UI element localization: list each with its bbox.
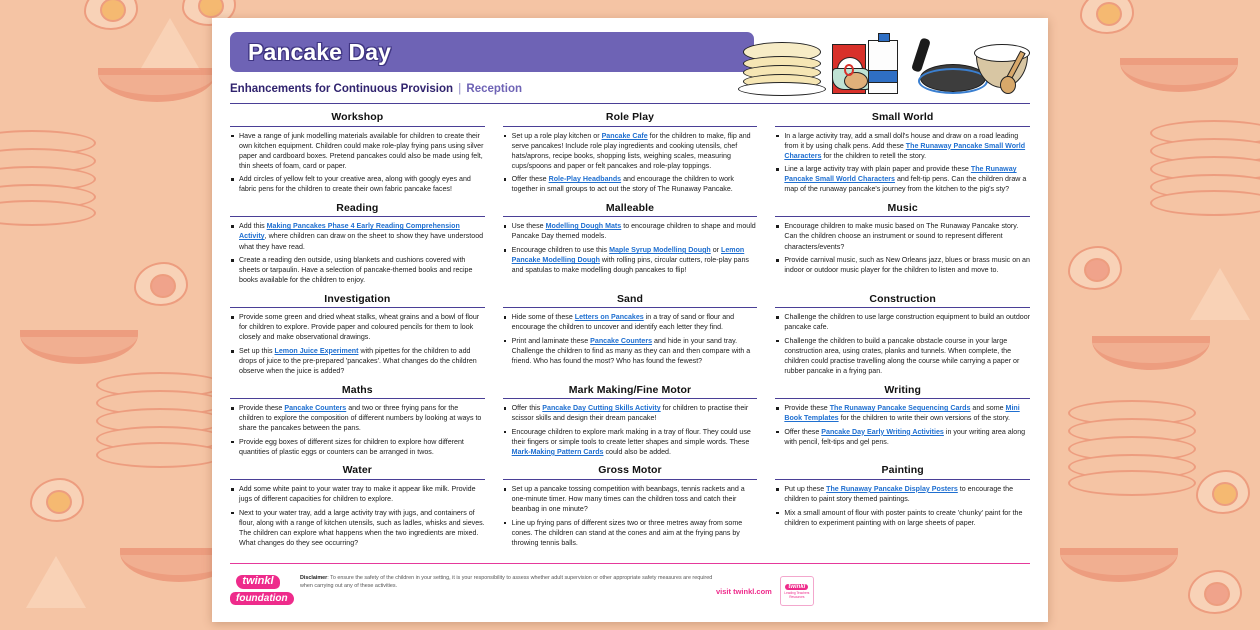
point-text: with rolling pins, circular cutters, role-play pans and spatulas to make modelling dough pancakes to flip! — [511, 256, 749, 275]
section-points — [503, 131, 758, 195]
point-text: Encourage children to make music based on The Runaway Pancake story. Can the children choose an instrument or sound to represent different characters/events? — [784, 222, 1019, 251]
section-points — [230, 484, 485, 548]
section-title: Gross Motor — [598, 464, 662, 477]
section-divider — [775, 307, 1030, 308]
section-title: Writing — [884, 383, 921, 396]
resource-link[interactable]: Modelling Dough Mats — [545, 222, 622, 231]
section-points — [230, 312, 485, 376]
resource-link[interactable]: Pancake Day Cutting Skills Activity — [542, 404, 661, 413]
bg-pancake-stack-icon — [0, 130, 96, 226]
list-item — [775, 312, 1030, 332]
activity-section — [775, 461, 1030, 552]
activity-section — [230, 461, 485, 552]
section-divider — [503, 398, 758, 399]
resource-link[interactable]: Role-Play Headbands — [548, 175, 622, 184]
list-item — [503, 336, 758, 366]
milk-carton-icon — [864, 32, 906, 96]
resource-link[interactable]: Mini Book Templates — [784, 404, 1020, 423]
bg-egg-icon — [1068, 246, 1122, 290]
section-title: Role Play — [605, 111, 655, 123]
list-item — [775, 336, 1030, 376]
section-points — [503, 312, 758, 366]
section-points — [230, 221, 485, 285]
list-item — [230, 221, 485, 251]
activity-grid — [230, 104, 1030, 559]
header-divider — [230, 103, 1030, 104]
section-divider — [503, 216, 758, 217]
point-text: Set up a pancake tossing competition with beanbags, tennis rackets and a one-minute timer. How many times can the children toss and catch their beanbag in one minute? — [511, 484, 745, 514]
section-title: Mark Making/Fine Motor — [568, 383, 692, 396]
title-banner — [230, 32, 754, 72]
resource-link[interactable]: The Runaway Pancake Display Posters — [826, 484, 958, 493]
activity-section — [230, 381, 485, 462]
point-text: for children to practise their scissor skills and design their dream pancake! — [511, 404, 749, 423]
section-points — [230, 131, 485, 195]
point-text: Mix a small amount of flour with poster paints to create 'chunky' paint for the children to experiment painting with on large sheets of paper. — [784, 508, 1023, 527]
point-text: In a large activity tray, add a small doll's house and draw on a road leading from it by using chalk pens. Add these — [784, 131, 1019, 150]
list-item — [230, 484, 485, 504]
section-points — [503, 403, 758, 457]
section-divider — [230, 307, 485, 308]
point-text: Challenge the children to use large construction equipment to build an outdoor pancake cafe. — [784, 313, 1031, 332]
section-title: Investigation — [324, 292, 391, 305]
resource-link[interactable]: The Runaway Pancake Small World Characters — [784, 141, 1026, 160]
point-text: Add circles of yellow felt to your creative area, along with googly eyes and fabric pens for the children to create their own fabric pancake faces! — [239, 175, 471, 194]
wooden-spoon-icon — [998, 50, 1032, 94]
badge-subtitle: Leading Teachers Resources — [784, 590, 810, 599]
point-text: , where children can draw on the sheet to show they have understood what they have read. — [239, 232, 484, 251]
section-divider — [775, 398, 1030, 399]
section-divider — [775, 479, 1030, 480]
bg-bacon-icon — [1120, 58, 1238, 92]
section-divider — [230, 216, 485, 217]
list-item — [503, 427, 758, 457]
bg-egg-icon — [30, 478, 84, 522]
resource-link[interactable]: Making Pancakes Phase 4 Early Reading Comprehension Activity — [239, 222, 460, 241]
section-divider — [230, 126, 485, 127]
resource-link[interactable]: The Runaway Pancake Small World Characters — [784, 165, 1017, 184]
section-title: Water — [342, 464, 372, 477]
list-item — [503, 484, 758, 514]
footer-right-group — [716, 572, 814, 606]
section-title: Sand — [616, 292, 644, 305]
disclaimer-label: Disclaimer — [300, 575, 328, 581]
list-item — [775, 164, 1030, 194]
list-item — [503, 174, 758, 194]
point-text: in your writing area along with pencil, felt-tips and gel pens. — [784, 427, 1026, 446]
list-item — [503, 403, 758, 423]
point-text: to encourage the children to paint story themed paintings. — [784, 484, 1014, 503]
resource-link[interactable]: Pancake Counters — [590, 336, 653, 345]
section-divider — [230, 398, 485, 399]
section-title: Reading — [336, 201, 379, 214]
section-title: Maths — [341, 383, 373, 396]
disclaimer-text — [286, 572, 716, 591]
activity-section — [775, 108, 1030, 199]
header-illustration — [736, 28, 1028, 102]
point-text: Provide carnival music, such as New Orleans jazz, blues or brass music on an indoor or outdoor music player for the children to listen and move to. — [784, 256, 1030, 275]
resource-link[interactable]: The Runaway Pancake Sequencing Cards — [829, 404, 971, 413]
list-item — [230, 508, 485, 548]
list-item — [230, 255, 485, 285]
list-item — [775, 484, 1030, 504]
bg-triangle-icon — [26, 556, 86, 608]
section-points — [775, 131, 1030, 195]
document-footer — [230, 564, 1030, 622]
point-text: Provide these — [784, 404, 830, 413]
point-text: and felt-tip pens. Can the children draw a map of the runaway pancake's journey from the kitchen to the pig's sty? — [784, 175, 1027, 194]
resource-link[interactable]: Pancake Cafe — [601, 131, 648, 140]
point-text: Add some white paint to your water tray to make it appear like milk. Provide jugs of different capacities for children to explore. — [239, 484, 476, 503]
bg-bacon-icon — [1092, 336, 1210, 370]
point-text: Next to your water tray, add a large activity tray with jugs, and containers of flour, along with a range of kitchen utensils, such as ladles, whisks and sieves. The children can explore what happens when the two ingredients are mixed. What changes do they see occurring? — [239, 508, 485, 547]
subtitle-separator: | — [458, 83, 462, 95]
list-item — [230, 437, 485, 457]
point-text: Print and laminate these — [511, 336, 591, 345]
resource-link[interactable]: Lemon Juice Experiment — [274, 346, 359, 355]
resource-link[interactable]: Lemon Pancake Modelling Dough — [511, 246, 745, 265]
point-text: Provide these — [239, 404, 285, 413]
subtitle-main: Enhancements for Continuous Provision — [230, 83, 453, 95]
section-points — [775, 484, 1030, 528]
section-divider — [503, 126, 758, 127]
bg-pancake-stack-icon — [1068, 400, 1196, 496]
resource-link[interactable]: Pancake Counters — [284, 404, 347, 413]
bg-egg-icon — [1196, 470, 1250, 514]
bg-egg-icon — [1188, 570, 1242, 614]
point-text: to encourage children to shape and mould Pancake Day themed models. — [511, 222, 756, 241]
point-text: or — [710, 246, 721, 254]
document-header — [230, 32, 1030, 104]
activity-section — [230, 199, 485, 290]
list-item — [230, 131, 485, 171]
pancake-stack-icon — [738, 34, 826, 96]
subtitle-phase: Reception — [466, 83, 522, 95]
section-divider — [503, 307, 758, 308]
point-text: Have a range of junk modelling materials available for children to create their own kitchen equipment. Children could make role-play frying pans using silver paper and cardboard boxes. Pretend pancakes could also be made using felt, thin sheets of foam, card or paper. — [239, 131, 484, 170]
list-item — [230, 403, 485, 433]
point-text: Create a reading den outside, using blankets and cushions covered with sheets or tarpaulin. Have a selection of pancake-themed books and recipe books available for the children to enjoy. — [239, 256, 473, 285]
twinkl-foundation-logo — [230, 572, 286, 605]
point-text: Line up frying pans of different sizes two or three metres away from some cones. The children can stand at the cones and aim at the frying pans by throwing tennis balls. — [511, 518, 743, 547]
logo-text-twinkl: twinkl — [236, 575, 279, 589]
list-item — [503, 131, 758, 171]
section-points — [503, 221, 758, 275]
twinkl-badge — [780, 576, 814, 606]
bg-bacon-icon — [20, 330, 138, 364]
bg-bacon-icon — [98, 68, 216, 102]
list-item — [775, 221, 1030, 251]
logo-text-foundation: foundation — [230, 592, 294, 605]
point-text: for the children to retell the story. — [821, 151, 927, 160]
bg-egg-icon — [134, 262, 188, 306]
disclaimer-body: : To ensure the safety of the children in your setting, it is your responsibility to assess whether adult supervision or other appropriate safety measures are required when carrying out any of these activities. — [300, 575, 713, 590]
bg-egg-icon — [84, 0, 138, 30]
section-points — [775, 312, 1030, 376]
list-item — [775, 427, 1030, 447]
point-text: Provide some green and dried wheat stalks, wheat grains and a bowl of flour for children to explore. Provide paper and coloured pencils for them to look closely and make observational drawings. — [239, 313, 480, 342]
list-item — [230, 312, 485, 342]
activity-section — [503, 108, 758, 199]
point-text: Encourage children to explore mark making in a tray of flour. They could use their fingers or simple tools to create letter shapes and simple words. These — [511, 427, 751, 446]
section-divider — [775, 126, 1030, 127]
point-text: Hide some of these — [511, 313, 575, 322]
point-text: Challenge the children to build a pancake obstacle course in your large construction area, using crates, planks and tunnels. When complete, the children could practise travelling along the course while carrying a paper or rubber pancake in a frying pan. — [784, 336, 1020, 376]
activity-section — [775, 290, 1030, 381]
activity-section — [503, 290, 758, 381]
section-title: Malleable — [605, 201, 655, 214]
section-title: Construction — [869, 292, 936, 305]
list-item — [503, 245, 758, 275]
list-item — [503, 221, 758, 241]
section-divider — [775, 216, 1030, 217]
bg-triangle-icon — [1190, 268, 1250, 320]
point-text: and two or three frying pans for the children to explore the composition of different numbers by looking at ways to share the pancakes between the pans. — [239, 404, 482, 433]
section-points — [775, 221, 1030, 275]
section-divider — [503, 479, 758, 480]
resource-link[interactable]: Letters on Pancakes — [574, 313, 644, 322]
list-item — [775, 255, 1030, 275]
bg-pancake-stack-icon — [1150, 120, 1260, 216]
visit-twinkl-link[interactable]: visit twinkl.com — [716, 586, 772, 596]
list-item — [503, 518, 758, 548]
activity-section — [503, 199, 758, 290]
bg-pancake-stack-icon — [96, 372, 224, 468]
bg-triangle-icon — [140, 18, 200, 70]
section-points — [230, 403, 485, 457]
list-item — [775, 131, 1030, 161]
point-text: Offer these — [784, 427, 822, 436]
activity-section — [775, 199, 1030, 290]
resource-link[interactable]: Pancake Day Early Writing Activities — [821, 427, 944, 436]
list-item — [230, 346, 485, 376]
list-item — [775, 508, 1030, 528]
point-text: for the children to make, flip and serve pancakes! Include role play ingredients and cooking utensils, chef hats/aprons, recipe books, shopping lists, weighing scales, measuring cups/spoons and paper or felt pancakes and role-play toppings. — [511, 131, 751, 170]
page-title: Pancake Day — [248, 38, 392, 65]
point-text: and some — [970, 404, 1006, 413]
activity-section — [230, 108, 485, 199]
point-text: for the children to write their own versions of the story. — [838, 414, 1010, 423]
document-sheet — [212, 18, 1048, 622]
activity-section — [230, 290, 485, 381]
bg-egg-icon — [1080, 0, 1134, 34]
section-title: Workshop — [331, 111, 384, 123]
list-item — [503, 312, 758, 332]
point-text: Set up this — [239, 346, 275, 355]
point-text: Offer these — [511, 175, 549, 184]
section-title: Small World — [871, 111, 934, 123]
point-text: in a tray of sand or flour and encourage the children to uncover and identify each letter they find. — [511, 313, 735, 332]
point-text: Offer this — [511, 404, 543, 413]
section-points — [503, 484, 758, 548]
section-title: Music — [887, 201, 918, 214]
point-text: and hide in your sand tray. Challenge the children to find as many as they can and then compare with a friend. Who has found the most? Who has found the fewest? — [511, 336, 751, 365]
point-text: could also be added. — [603, 447, 671, 456]
point-text: Line a large activity tray with plain paper and provide these — [784, 165, 971, 174]
list-item — [230, 174, 485, 194]
point-text: Set up a role play kitchen or — [511, 131, 602, 140]
section-points — [775, 403, 1030, 447]
section-title: Painting — [881, 464, 924, 477]
point-text: Encourage children to use this — [511, 246, 610, 254]
badge-title: twinkl — [785, 584, 808, 590]
point-text: and encourage the children to work together in small groups to act out the story of The Runaway Pancake. — [511, 175, 734, 194]
section-divider — [230, 479, 485, 480]
point-text: Use these — [511, 222, 546, 231]
resource-link[interactable]: Maple Syrup Modelling Dough — [609, 246, 711, 254]
activity-section — [503, 381, 758, 462]
point-text: Provide egg boxes of different sizes for children to explore how different quantities of plastic eggs or counters can be arranged in twos. — [239, 437, 464, 456]
point-text: with pipettes for the children to add drops of juice to the pre-prepared 'pancakes'. What changes do the children observe when the juice is added? — [239, 346, 477, 376]
list-item — [775, 403, 1030, 423]
activity-section — [503, 461, 758, 552]
point-text: Add this — [239, 222, 267, 231]
point-text: Put up these — [784, 484, 827, 493]
resource-link[interactable]: Mark-Making Pattern Cards — [511, 447, 604, 456]
bg-bacon-icon — [1060, 548, 1178, 582]
activity-section — [775, 381, 1030, 462]
